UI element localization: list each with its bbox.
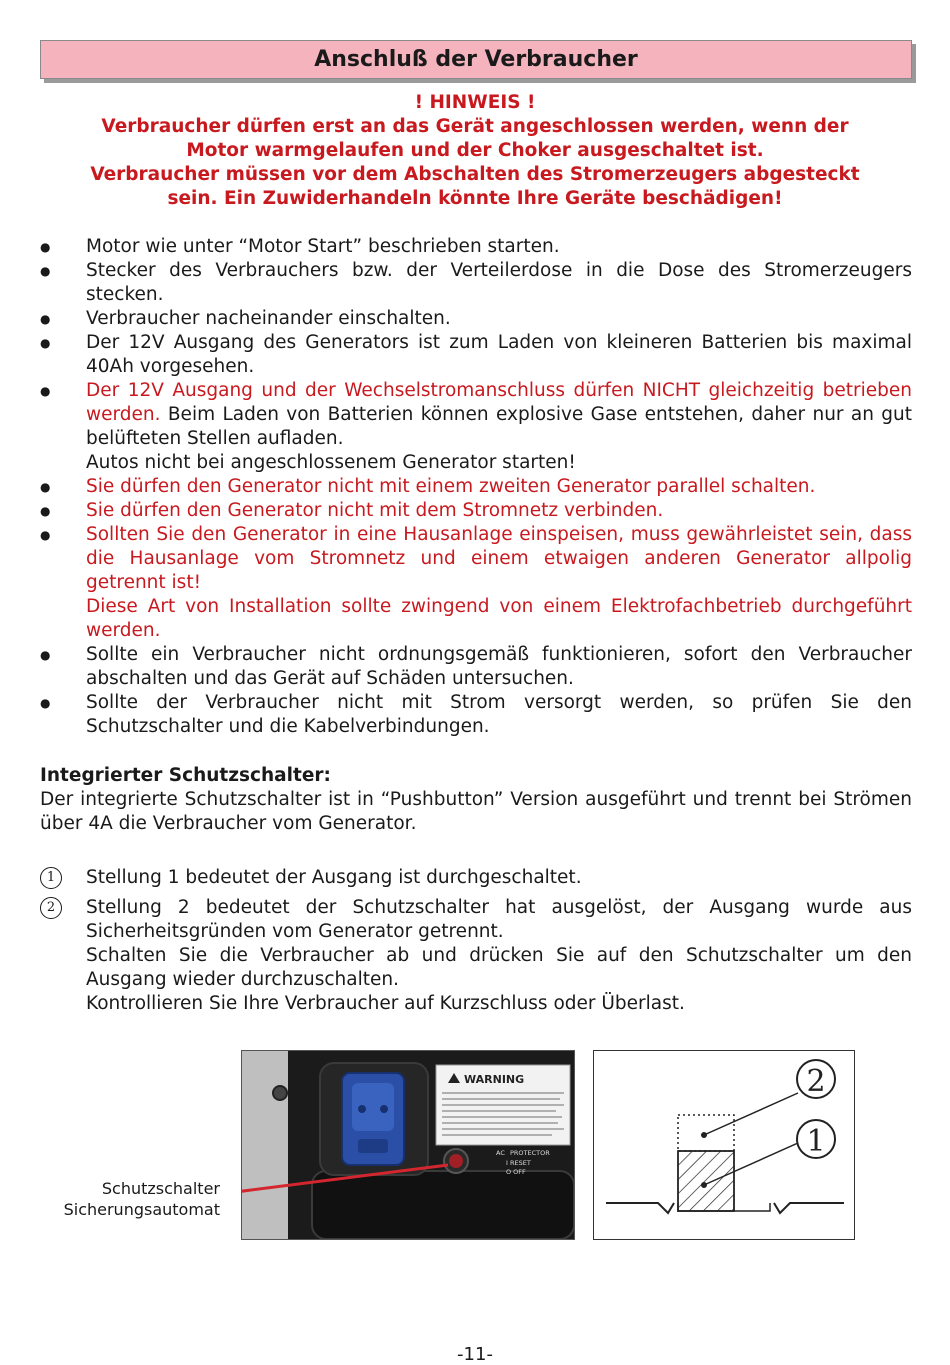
list-item xyxy=(40,499,912,523)
notice-heading: ! HINWEIS ! xyxy=(414,92,536,113)
position-item xyxy=(40,896,912,1016)
list-item xyxy=(40,643,912,691)
item-text: Der 12V Ausgang des Generators ist zum Laden von kleineren Batterien bis maximal 40Ah vorgesehen. xyxy=(86,332,912,377)
notice-box xyxy=(40,91,910,211)
list-item xyxy=(40,331,912,379)
warning-label-title: WARNING xyxy=(464,1073,525,1086)
callout-line-2: Sicherungsautomat xyxy=(63,1200,220,1219)
list-item xyxy=(40,259,912,307)
panel-off-label: O OFF xyxy=(506,1168,526,1176)
list-item xyxy=(40,475,912,499)
item-text: Sollte der Verbraucher nicht mit Strom versorgt werden, so prüfen Sie den Schutzschalter und die Kabelverbindungen. xyxy=(86,692,912,737)
list-item xyxy=(40,307,912,331)
position-text: Kontrollieren Sie Ihre Verbraucher auf Kurzschluss oder Überlast. xyxy=(86,993,685,1014)
notice-line: sein. Ein Zuwiderhandeln könnte Ihre Geräte beschädigen! xyxy=(167,188,783,209)
title-bar xyxy=(40,40,912,79)
list-item xyxy=(40,523,912,643)
generator-panel-illustration xyxy=(242,1051,574,1239)
item-warning-text: Der 12V Ausgang und der Wechselstromanschluss dürfen NICHT gleichzeitig betrieben werden. xyxy=(86,380,912,425)
list-item xyxy=(40,379,912,475)
panel-reset-label: I RESET xyxy=(506,1159,531,1167)
notice-line: Verbraucher müssen vor dem Abschalten des Stromerzeugers abgesteckt xyxy=(90,164,860,185)
page-number: -11- xyxy=(457,1344,493,1365)
section-heading: Integrierter Schutzschalter: xyxy=(40,765,331,786)
page-title: Anschluß der Verbraucher xyxy=(314,47,638,72)
item-warning-extra: Diese Art von Installation sollte zwingend von einem Elektrofachbetrieb durchgeführt werden. xyxy=(86,596,912,641)
label-2-text: 2 xyxy=(806,1064,826,1099)
position-list xyxy=(40,866,912,1022)
switch-diagram-drawing xyxy=(594,1051,854,1239)
generator-photo xyxy=(241,1050,575,1240)
notice-line: Verbraucher dürfen erst an das Gerät angeschlossen werden, wenn der xyxy=(101,116,849,137)
position-1-block xyxy=(678,1151,734,1211)
list-item xyxy=(40,235,912,259)
item-text: Sollte ein Verbraucher nicht ordnungsgemäß funktionieren, sofort den Verbraucher abschalten und das Gerät auf Schäden untersuchen. xyxy=(86,644,912,689)
panel-ac-label: AC xyxy=(496,1149,505,1157)
panel-protector-label: PROTECTOR xyxy=(510,1149,550,1157)
instruction-list xyxy=(40,235,912,739)
section-text: Der integrierte Schutzschalter ist in “Pushbutton” Version ausgeführt und trennt bei Strömen über 4A die Verbraucher vom Generator. xyxy=(40,789,912,834)
protector-section xyxy=(40,764,912,836)
item-warning-text: Sie dürfen den Generator nicht mit dem Stromnetz verbinden. xyxy=(86,500,664,521)
item-text: Beim Laden von Batterien können explosive Gase entstehen, daher nur an gut belüfteten Stellen aufladen. xyxy=(86,404,912,449)
item-extra-text: Autos nicht bei angeschlossenem Generator starten! xyxy=(86,452,576,473)
callout-line-1: Schutzschalter xyxy=(101,1179,220,1198)
position-text: Stellung 1 bedeutet der Ausgang ist durchgeschaltet. xyxy=(86,867,582,888)
list-item xyxy=(40,691,912,739)
callout-label xyxy=(40,1178,220,1220)
circled-number: 1 xyxy=(40,867,62,889)
switch-position-diagram xyxy=(593,1050,855,1240)
label-1-text: 1 xyxy=(806,1124,826,1159)
notice-line: Motor warmgelaufen und der Choker ausgeschaltet ist. xyxy=(186,140,764,161)
item-text: Motor wie unter “Motor Start” beschrieben starten. xyxy=(86,236,560,257)
item-warning-text: Sie dürfen den Generator nicht mit einem zweiten Generator parallel schalten. xyxy=(86,476,816,497)
item-warning-text: Sollten Sie den Generator in eine Hausanlage einspeisen, muss gewährleistet sein, dass die Hausanlage vom Stromnetz und einem etwaigen anderen Generator allpolig getrennt ist! xyxy=(86,524,912,593)
position-item xyxy=(40,866,912,890)
position-text: Schalten Sie die Verbraucher ab und drücken Sie auf den Schutzschalter um den Ausgang wieder durchzuschalten. xyxy=(86,945,912,990)
circled-number: 2 xyxy=(40,897,62,919)
item-text: Verbraucher nacheinander einschalten. xyxy=(86,308,451,329)
item-text: Stecker des Verbrauchers bzw. der Verteilerdose in die Dose des Stromerzeugers stecken. xyxy=(86,260,912,305)
position-text: Stellung 2 bedeutet der Schutzschalter hat ausgelöst, der Ausgang wurde aus Sicherheitsgründen vom Generator getrennt. xyxy=(86,897,912,942)
